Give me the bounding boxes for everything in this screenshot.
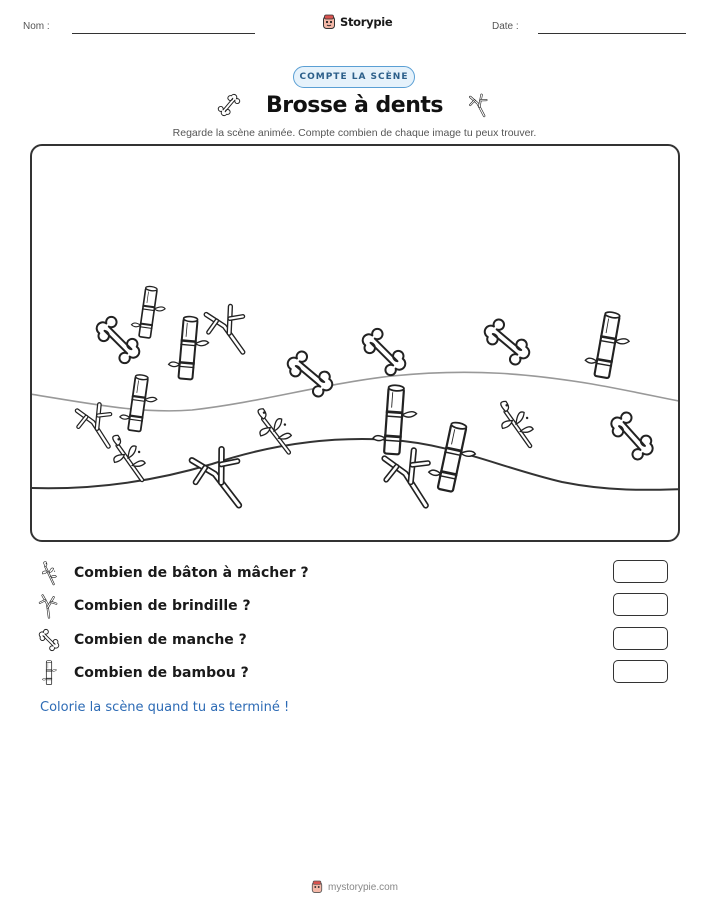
- footer: [0, 880, 709, 894]
- bone-1: [91, 313, 145, 367]
- chew-stick-3: [498, 397, 536, 450]
- bamboo-4: [583, 309, 634, 381]
- answer-box-bamboo[interactable]: [613, 660, 668, 683]
- answer-box-chew-stick[interactable]: [613, 560, 668, 583]
- question-bamboo: [38, 660, 678, 686]
- question-chew-stick: [38, 560, 678, 586]
- bone-4: [479, 316, 534, 368]
- bone-handle-icon: [38, 627, 60, 653]
- bone-3: [357, 325, 411, 379]
- twig-icon: [38, 593, 60, 619]
- chew-stick-1: [110, 431, 148, 484]
- question-text: Combien de manche ?: [74, 632, 247, 648]
- instructions: Regarde la scène animée. Compte combien de chaque image tu peux trouver.: [172, 127, 537, 139]
- footer-url: mystorypie.com: [327, 881, 398, 893]
- date-line[interactable]: [538, 33, 686, 34]
- question-bone-handle: [38, 627, 678, 653]
- coloring-instruction: Colorie la scène quand tu as terminé !: [40, 700, 290, 715]
- question-text: Combien de brindille ?: [74, 598, 251, 614]
- brand-name: Storypie: [340, 15, 393, 29]
- question-text: Combien de bambou ?: [74, 665, 249, 681]
- counting-scene: [30, 144, 680, 542]
- storypie-mascot-icon: [311, 880, 323, 894]
- bone-2: [282, 348, 337, 400]
- name-line[interactable]: [72, 33, 255, 34]
- bamboo-3: [118, 373, 160, 433]
- question-text: Combien de bâton à mâcher ?: [74, 565, 309, 581]
- bamboo-1: [130, 285, 168, 340]
- twig-1: [201, 300, 258, 362]
- bone-5: [605, 409, 658, 464]
- question-twig: [38, 593, 678, 619]
- twig-3: [185, 441, 257, 518]
- scene-illustration: [32, 146, 680, 542]
- title-row: [0, 90, 709, 120]
- answer-box-bone-handle[interactable]: [613, 627, 668, 650]
- name-label: Nom :: [23, 21, 50, 32]
- bamboo-2: [167, 315, 210, 381]
- back-hill-line: [32, 372, 680, 411]
- bone-handle-icon: [214, 90, 244, 120]
- storypie-logo: [322, 14, 392, 30]
- worksheet-badge: COMPTE LA SCÈNE: [293, 66, 415, 88]
- page-title: Brosse à dents: [266, 92, 443, 118]
- storypie-mascot-icon: [322, 14, 336, 30]
- chew-stick-icon: [38, 560, 60, 586]
- twig-icon: [465, 90, 495, 120]
- date-label: Date :: [492, 21, 519, 32]
- bamboo-5: [372, 384, 418, 455]
- answer-box-twig[interactable]: [613, 593, 668, 616]
- bamboo-icon: [38, 660, 60, 686]
